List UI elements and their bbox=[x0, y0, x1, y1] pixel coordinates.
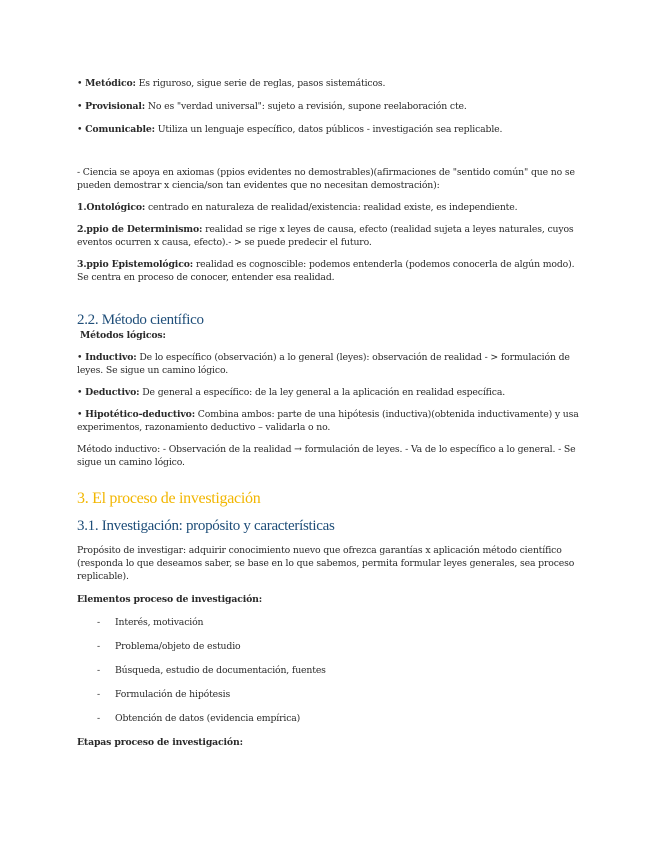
list-item: - Búsqueda, estudio de documentación, fuentes bbox=[97, 665, 326, 676]
stages-label: Etapas proceso de investigación: bbox=[77, 737, 243, 748]
heading-investigacion-proposito: 3.1. Investigación: propósito y características bbox=[77, 518, 335, 534]
list-item: - Interés, motivación bbox=[97, 617, 204, 628]
list-item: - Formulación de hipótesis bbox=[97, 689, 231, 700]
bullet-term: Provisional: bbox=[85, 101, 146, 112]
axiom-determinismo: 2.ppio de Determinismo: realidad se rige x leyes de causa, efecto (realidad sujeta a leyes naturales, cuyos eventos ocurren x causa, efecto).- > se puede predecir el futuro. bbox=[77, 224, 574, 248]
bullet-comunicable: • Comunicable: Utiliza un lenguaje específico, datos públicos - investigación sea replicable. bbox=[77, 124, 503, 135]
axiom-ontologico: 1.Ontológico: centrado en naturaleza de realidad/existencia: realidad existe, es independiente. bbox=[77, 202, 518, 213]
heading-metodo-cientifico: 2.2. Método científico bbox=[77, 312, 204, 328]
subheading-metodos-logicos: Métodos lógicos: bbox=[80, 330, 166, 341]
method-term: Inductivo: bbox=[85, 352, 137, 363]
axioms-intro: - Ciencia se apoya en axiomas (ppios evidentes no demostrables)(afirmaciones de "sentido común" que no se pueden demostrar x ciencia/son tan evidentes que no necesitan demostración): bbox=[77, 167, 575, 191]
elements-list bbox=[77, 616, 580, 725]
purpose-paragraph: Propósito de investigar: adquirir conocimiento nuevo que ofrezca garantías x aplicación método científico (responda lo que deseamos saber, se base en lo que sabemos, permita formular leyes generales, sea proceso replicable). bbox=[77, 545, 575, 582]
axiom-term: 2.ppio de Determinismo: bbox=[77, 224, 203, 235]
list-item: - Obtención de datos (evidencia empírica) bbox=[97, 713, 301, 724]
method-inductivo: • Inductivo: De lo específico (observación) a lo general (leyes): observación de realidad - > formulación de leyes. Se sigue un camino lógico. bbox=[77, 352, 570, 376]
bullet-metodico: • Metódico: Es riguroso, sigue serie de reglas, pasos sistemáticos. bbox=[77, 78, 386, 89]
heading-proceso-investigacion: 3. El proceso de investigación bbox=[77, 490, 261, 507]
inductive-method-note: Método inductivo: - Observación de la realidad → formulación de leyes. - Va de lo específico a lo general. - Se sigue un camino lógico. bbox=[77, 444, 576, 468]
method-term: Deductivo: bbox=[85, 387, 140, 398]
method-hipotetico-deductivo: • Hipotético-deductivo: Combina ambos: parte de una hipótesis (inductiva)(obtenida inductivamente) y usa experimentos, razonamiento deductivo – validarla o no. bbox=[77, 409, 579, 433]
method-term: Hipotético-deductivo: bbox=[85, 409, 195, 420]
axiom-term: 1.Ontológico: bbox=[77, 202, 146, 213]
axiom-epistemologico: 3.ppio Epistemológico: realidad es cognoscible: podemos entenderla (podemos conocerla de algún modo). Se centra en proceso de conocer, entender esa realidad. bbox=[77, 259, 575, 283]
elements-label: Elementos proceso de investigación: bbox=[77, 594, 263, 605]
bullet-term: Comunicable: bbox=[85, 124, 155, 135]
bullet-provisional: • Provisional: No es "verdad universal": sujeto a revisión, supone reelaboración cte. bbox=[77, 101, 467, 112]
method-deductivo: • Deductivo: De general a específico: de la ley general a la aplicación en realidad específica. bbox=[77, 387, 506, 398]
bullet-term: Metódico: bbox=[85, 78, 136, 89]
list-item: - Problema/objeto de estudio bbox=[97, 641, 241, 652]
axiom-term: 3.ppio Epistemológico: bbox=[77, 259, 194, 270]
document-content bbox=[77, 77, 580, 749]
